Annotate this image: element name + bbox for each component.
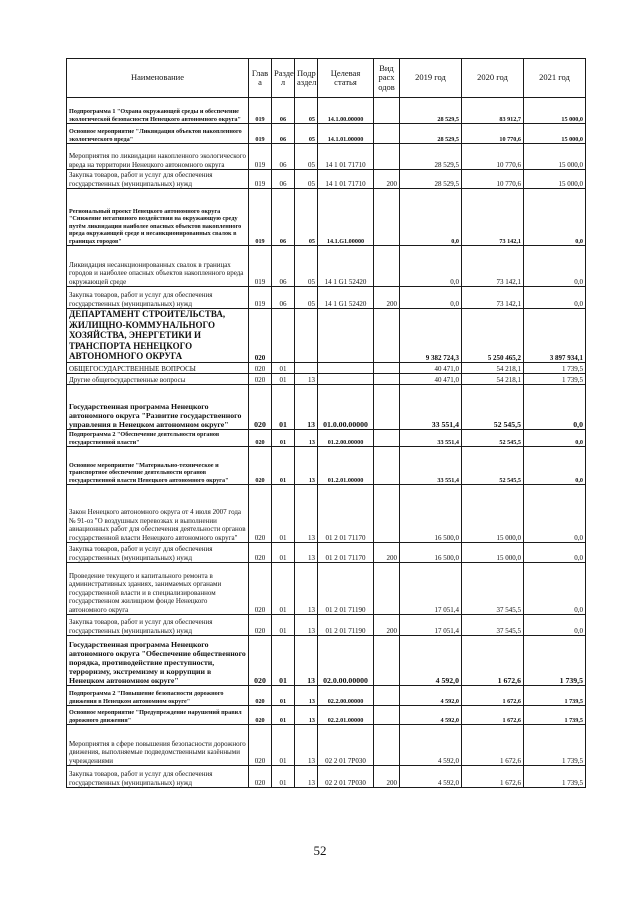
- table-row: [67, 562, 586, 614]
- row-podrazdel: 13: [295, 446, 318, 484]
- row-glava: 020: [249, 446, 272, 484]
- row-razdel: 01: [272, 542, 295, 562]
- row-glava: 020: [249, 373, 272, 384]
- row-name: Закупка товаров, работ и услуг для обеспечения государственных (муниципальных) нужд: [67, 542, 249, 562]
- row-2019: 33 551,4: [400, 429, 462, 446]
- header-glava: Глав а: [249, 59, 272, 98]
- row-razdel: 01: [272, 614, 295, 635]
- row-target: 02 2 01 7Р030: [318, 765, 374, 787]
- row-vid: [374, 309, 400, 363]
- row-2021: 1 739,5: [524, 362, 586, 373]
- row-name: Основное мероприятие "Предупреждение нарушений правил дорожного движения": [67, 705, 249, 724]
- row-2021: 0,0: [524, 562, 586, 614]
- table-row: [67, 484, 586, 542]
- row-razdel: 01: [272, 724, 295, 765]
- row-2021: 1 739,5: [524, 635, 586, 685]
- row-2020: 73 142,1: [462, 246, 524, 287]
- row-glava: 020: [249, 484, 272, 542]
- row-glava: 020: [249, 429, 272, 446]
- row-podrazdel: 13: [295, 724, 318, 765]
- row-podrazdel: 05: [295, 124, 318, 144]
- table-row: [67, 170, 586, 189]
- table-row: [67, 144, 586, 170]
- row-2020: 54 218,1: [462, 362, 524, 373]
- row-razdel: 06: [272, 246, 295, 287]
- row-target: 02.2.00.00000: [318, 685, 374, 705]
- row-target: 01.0.00.00000: [318, 384, 374, 429]
- row-2020: 5 250 465,2: [462, 309, 524, 363]
- row-razdel: 06: [272, 189, 295, 246]
- table-row: [67, 446, 586, 484]
- row-vid: [374, 384, 400, 429]
- row-2019: 0,0: [400, 189, 462, 246]
- row-name: Закон Ненецкого автономного округа от 4 июля 2007 года № 91-оз "О воздушных перевозках и выполнении авиационных работ для обеспечения деятельности органов государственной власти Ненецкого автономного округа": [67, 484, 249, 542]
- table-row: [67, 614, 586, 635]
- row-name: ДЕПАРТАМЕНТ СТРОИТЕЛЬСТВА, ЖИЛИЩНО-КОММУНАЛЬНОГО ХОЗЯЙСТВА, ЭНЕРГЕТИКИ И ТРАНСПОРТА НЕНЕЦКОГО АВТОНОМНОГО ОКРУГА: [67, 309, 249, 363]
- row-target: 02 2 01 7Р030: [318, 724, 374, 765]
- row-vid: [374, 562, 400, 614]
- row-2020: 83 912,7: [462, 98, 524, 124]
- row-2021: 3 897 934,1: [524, 309, 586, 363]
- row-name: Другие общегосударственные вопросы: [67, 373, 249, 384]
- row-2020: 1 672,6: [462, 724, 524, 765]
- row-glava: 019: [249, 246, 272, 287]
- row-razdel: 06: [272, 144, 295, 170]
- row-2020: 1 672,6: [462, 635, 524, 685]
- row-vid: [374, 144, 400, 170]
- row-2019: 4 592,0: [400, 635, 462, 685]
- row-target: 01 2 01 71190: [318, 614, 374, 635]
- row-vid: [374, 124, 400, 144]
- row-podrazdel: 13: [295, 373, 318, 384]
- row-name: Ликвидация несанкционированных свалок в границах городов и наиболее опасных объектов накопленного вреда окружающей среде: [67, 246, 249, 287]
- row-glava: 020: [249, 542, 272, 562]
- table-row: [67, 705, 586, 724]
- row-razdel: 01: [272, 484, 295, 542]
- row-2021: 0,0: [524, 287, 586, 309]
- row-vid: [374, 724, 400, 765]
- table-row: [67, 309, 586, 363]
- row-glava: 019: [249, 144, 272, 170]
- row-glava: 020: [249, 635, 272, 685]
- row-target: 01 2 01 71170: [318, 542, 374, 562]
- row-podrazdel: 13: [295, 635, 318, 685]
- row-target: [318, 373, 374, 384]
- row-target: 01 2 01 71170: [318, 484, 374, 542]
- row-target: 14 1 01 71710: [318, 170, 374, 189]
- header-2019: 2019 год: [400, 59, 462, 98]
- header-name: Наименование: [67, 59, 249, 98]
- row-name: Региональный проект Ненецкого автономного округа "Снижение негативного воздействия на окружающую среду путём ликвидации наиболее опасных объектов накопленного вреда окружающей среде и несанкционированных свалок в границах городов": [67, 189, 249, 246]
- row-podrazdel: 13: [295, 429, 318, 446]
- budget-table: [66, 58, 586, 788]
- row-podrazdel: 13: [295, 765, 318, 787]
- row-vid: [374, 429, 400, 446]
- row-podrazdel: [295, 309, 318, 363]
- row-2019: 0,0: [400, 287, 462, 309]
- header-podrazdel: Подр аздел: [295, 59, 318, 98]
- row-vid: [374, 705, 400, 724]
- row-2020: 1 672,6: [462, 765, 524, 787]
- row-target: [318, 309, 374, 363]
- row-2019: 4 592,0: [400, 685, 462, 705]
- row-razdel: 06: [272, 124, 295, 144]
- row-vid: [374, 98, 400, 124]
- table-row: [67, 373, 586, 384]
- row-razdel: 01: [272, 429, 295, 446]
- row-2021: 0,0: [524, 246, 586, 287]
- table-row: [67, 246, 586, 287]
- row-2021: 1 739,5: [524, 724, 586, 765]
- row-glava: 020: [249, 562, 272, 614]
- row-2021: 15 000,0: [524, 170, 586, 189]
- row-podrazdel: 13: [295, 562, 318, 614]
- row-podrazdel: 13: [295, 384, 318, 429]
- row-2020: 10 770,6: [462, 170, 524, 189]
- row-2021: 0,0: [524, 446, 586, 484]
- row-glava: 019: [249, 124, 272, 144]
- row-2019: 33 551,4: [400, 384, 462, 429]
- row-razdel: 01: [272, 765, 295, 787]
- header-2020: 2020 год: [462, 59, 524, 98]
- row-vid: [374, 189, 400, 246]
- row-2021: 15 000,0: [524, 124, 586, 144]
- row-2021: 0,0: [524, 484, 586, 542]
- row-razdel: 01: [272, 384, 295, 429]
- row-2021: 0,0: [524, 429, 586, 446]
- table-row: [67, 189, 586, 246]
- row-2021: 0,0: [524, 614, 586, 635]
- row-glava: 020: [249, 309, 272, 363]
- row-podrazdel: 13: [295, 614, 318, 635]
- row-name: Основное мероприятие "Ликвидация объектов накопленного экологического вреда": [67, 124, 249, 144]
- row-name: Мероприятия по ликвидации накопленного экологического вреда на территории Ненецкого автономного округа: [67, 144, 249, 170]
- row-2021: 15 000,0: [524, 144, 586, 170]
- page-number: 52: [313, 843, 327, 858]
- row-razdel: 06: [272, 287, 295, 309]
- row-2019: 28 529,5: [400, 144, 462, 170]
- row-razdel: 06: [272, 98, 295, 124]
- row-vid: [374, 685, 400, 705]
- row-glava: 019: [249, 189, 272, 246]
- row-name: Мероприятия в сфере повышения безопасности дорожного движения, выполняемые подведомственными казёнными учреждениями: [67, 724, 249, 765]
- row-2019: 16 500,0: [400, 542, 462, 562]
- row-podrazdel: 13: [295, 484, 318, 542]
- header-razdel: Разде л: [272, 59, 295, 98]
- row-target: 02.0.00.00000: [318, 635, 374, 685]
- row-razdel: [272, 309, 295, 363]
- row-name: Закупка товаров, работ и услуг для обеспечения государственных (муниципальных) нужд: [67, 614, 249, 635]
- header-target: Целевая статья: [318, 59, 374, 98]
- row-name: ОБЩЕГОСУДАРСТВЕННЫЕ ВОПРОСЫ: [67, 362, 249, 373]
- table-row: [67, 542, 586, 562]
- row-name: Закупка товаров, работ и услуг для обеспечения государственных (муниципальных) нужд: [67, 287, 249, 309]
- row-2019: 28 529,5: [400, 124, 462, 144]
- row-2019: 16 500,0: [400, 484, 462, 542]
- row-podrazdel: 05: [295, 170, 318, 189]
- row-podrazdel: 05: [295, 189, 318, 246]
- row-vid: 200: [374, 542, 400, 562]
- row-glava: 019: [249, 98, 272, 124]
- row-glava: 020: [249, 724, 272, 765]
- row-2021: 1 739,5: [524, 765, 586, 787]
- row-razdel: 01: [272, 562, 295, 614]
- row-name: Подпрограмма 1 "Охрана окружающей среды и обеспечение экологической безопасности Ненецкого автономного округа": [67, 98, 249, 124]
- row-vid: 200: [374, 170, 400, 189]
- table-row: [67, 724, 586, 765]
- row-2021: 1 739,5: [524, 373, 586, 384]
- row-2019: 17 051,4: [400, 562, 462, 614]
- row-glava: 020: [249, 685, 272, 705]
- row-vid: [374, 484, 400, 542]
- row-razdel: 01: [272, 446, 295, 484]
- row-2020: 52 545,5: [462, 384, 524, 429]
- row-2020: 10 770,6: [462, 124, 524, 144]
- row-2021: 1 739,5: [524, 705, 586, 724]
- row-2020: 73 142,1: [462, 287, 524, 309]
- row-name: Закупка товаров, работ и услуг для обеспечения государственных (муниципальных) нужд: [67, 170, 249, 189]
- table-row: [67, 287, 586, 309]
- row-glava: 019: [249, 287, 272, 309]
- row-podrazdel: [295, 362, 318, 373]
- table-row: [67, 765, 586, 787]
- row-glava: 020: [249, 765, 272, 787]
- row-target: 01.2.01.00000: [318, 446, 374, 484]
- table-row: [67, 362, 586, 373]
- row-2019: 4 592,0: [400, 705, 462, 724]
- row-razdel: 06: [272, 170, 295, 189]
- row-2021: 0,0: [524, 384, 586, 429]
- table-row: [67, 98, 586, 124]
- row-podrazdel: 05: [295, 98, 318, 124]
- row-2019: 9 382 724,3: [400, 309, 462, 363]
- header-vid: Вид расх одов: [374, 59, 400, 98]
- row-podrazdel: 05: [295, 246, 318, 287]
- row-target: 02.2.01.00000: [318, 705, 374, 724]
- row-target: 14 1 01 71710: [318, 144, 374, 170]
- row-vid: [374, 635, 400, 685]
- row-vid: [374, 362, 400, 373]
- row-2020: 54 218,1: [462, 373, 524, 384]
- row-name: Проведение текущего и капитального ремонта в административных зданиях, занимаемых органами государственной власти и в специализированном государственном жилищном фонде Ненецкого автономного округа: [67, 562, 249, 614]
- row-2021: 1 739,5: [524, 685, 586, 705]
- row-2019: 28 529,5: [400, 170, 462, 189]
- row-razdel: 01: [272, 362, 295, 373]
- row-podrazdel: 13: [295, 685, 318, 705]
- table-row: [67, 124, 586, 144]
- row-vid: [374, 373, 400, 384]
- table-row: [67, 384, 586, 429]
- row-2020: 52 545,5: [462, 446, 524, 484]
- row-razdel: 01: [272, 685, 295, 705]
- row-target: 01 2 01 71190: [318, 562, 374, 614]
- row-target: 14.1.01.00000: [318, 124, 374, 144]
- row-vid: 200: [374, 287, 400, 309]
- row-2019: 28 529,5: [400, 98, 462, 124]
- row-vid: 200: [374, 765, 400, 787]
- row-2019: 0,0: [400, 246, 462, 287]
- row-glava: 020: [249, 362, 272, 373]
- row-vid: [374, 446, 400, 484]
- row-2020: 10 770,6: [462, 144, 524, 170]
- row-target: [318, 362, 374, 373]
- row-target: 14 1 G1 52420: [318, 246, 374, 287]
- row-2019: 4 592,0: [400, 724, 462, 765]
- row-glava: 020: [249, 614, 272, 635]
- row-razdel: 01: [272, 635, 295, 685]
- row-razdel: 01: [272, 705, 295, 724]
- table-row: [67, 635, 586, 685]
- row-glava: 020: [249, 705, 272, 724]
- row-2021: 0,0: [524, 189, 586, 246]
- row-target: 14 1 G1 52420: [318, 287, 374, 309]
- row-2021: 0,0: [524, 542, 586, 562]
- row-2020: 37 545,5: [462, 614, 524, 635]
- row-vid: [374, 246, 400, 287]
- row-2020: 1 672,6: [462, 685, 524, 705]
- row-2020: 37 545,5: [462, 562, 524, 614]
- row-name: Государственная программа Ненецкого автономного округа "Обеспечение общественного порядка, противодействие преступности, терроризму, экстремизму и коррупции в Ненецком автономном округе": [67, 635, 249, 685]
- row-target: 14.1.G1.00000: [318, 189, 374, 246]
- row-2020: 73 142,1: [462, 189, 524, 246]
- header-2021: 2021 год: [524, 59, 586, 98]
- row-vid: 200: [374, 614, 400, 635]
- row-2020: 52 545,5: [462, 429, 524, 446]
- row-podrazdel: 05: [295, 287, 318, 309]
- row-2020: 15 000,0: [462, 542, 524, 562]
- row-glava: 019: [249, 170, 272, 189]
- row-podrazdel: 05: [295, 144, 318, 170]
- row-name: Подпрограмма 2 "Обеспечение деятельности органов государственной власти": [67, 429, 249, 446]
- row-podrazdel: 13: [295, 705, 318, 724]
- table-row: [67, 685, 586, 705]
- row-name: Государственная программа Ненецкого автономного округа "Развитие государственного управления в Ненецком автономном округе": [67, 384, 249, 429]
- row-2020: 1 672,6: [462, 705, 524, 724]
- row-podrazdel: 13: [295, 542, 318, 562]
- row-name: Закупка товаров, работ и услуг для обеспечения государственных (муниципальных) нужд: [67, 765, 249, 787]
- row-2019: 4 592,0: [400, 765, 462, 787]
- row-name: Основное мероприятие "Материально-техническое и транспортное обеспечение деятельности органов государственной власти Ненецкого автономного округа": [67, 446, 249, 484]
- row-2020: 15 000,0: [462, 484, 524, 542]
- table-header-row: [67, 59, 586, 98]
- row-2019: 40 471,0: [400, 362, 462, 373]
- row-target: 14.1.00.00000: [318, 98, 374, 124]
- row-target: 01.2.00.00000: [318, 429, 374, 446]
- row-2019: 33 551,4: [400, 446, 462, 484]
- row-2021: 15 000,0: [524, 98, 586, 124]
- row-razdel: 01: [272, 373, 295, 384]
- row-name: Подпрограмма 2 "Повышение безопасности дорожного движения в Ненецком автономном округе": [67, 685, 249, 705]
- table-row: [67, 429, 586, 446]
- row-2019: 40 471,0: [400, 373, 462, 384]
- row-2019: 17 051,4: [400, 614, 462, 635]
- row-glava: 020: [249, 384, 272, 429]
